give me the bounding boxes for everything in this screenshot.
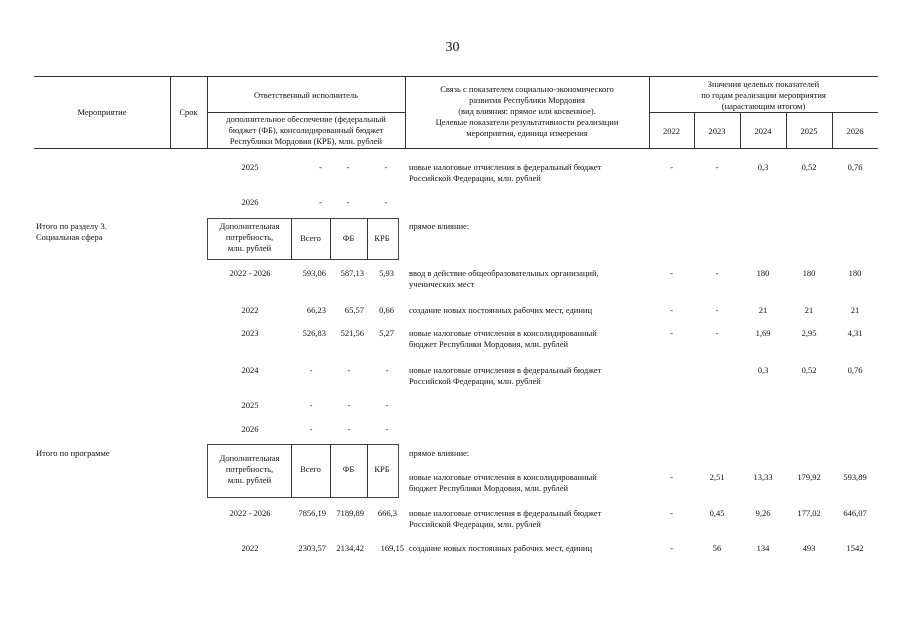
subheader-total: Всего	[300, 464, 321, 474]
header-link-line: (вид влияния: прямое или косвенное).	[458, 106, 596, 116]
row-indicator-line: создание новых постоянных рабочих мест, единиц	[409, 305, 593, 315]
row-fb: 587,13	[340, 268, 364, 278]
subheader-need-line: млн. рублей	[227, 475, 272, 485]
row-target: -	[670, 268, 673, 278]
row-fb: -	[347, 400, 351, 410]
row-total: -	[309, 400, 313, 410]
row-target: 2,95	[801, 328, 817, 338]
row-fb: 65,57	[344, 305, 364, 315]
row-krb: -	[385, 424, 389, 434]
header-link-line: развития Республики Мордовия	[469, 95, 585, 105]
header-targets-line: по годам реализации мероприятия	[701, 90, 826, 100]
row-krb: 0,66	[379, 305, 394, 315]
row-target: -	[715, 268, 719, 278]
row-indicator-line: бюджет Республики Мордовия, млн. рублей	[409, 339, 569, 349]
header-year: 2026	[846, 126, 864, 136]
header-year: 2025	[800, 126, 818, 136]
section3-label	[36, 221, 107, 243]
subheader-fb: ФБ	[342, 464, 355, 474]
row-target: 21	[850, 305, 860, 315]
row-target: 0,52	[801, 365, 817, 375]
header-link	[405, 84, 649, 139]
row-indicator	[409, 305, 592, 316]
row-fb: -	[346, 197, 350, 207]
row-target: 9,26	[755, 508, 771, 518]
row-krb: -	[384, 162, 388, 172]
row-target: 13,33	[753, 472, 773, 482]
subheader-need-line: Дополнительная	[219, 221, 280, 231]
row-fb: -	[347, 365, 351, 375]
header-mid-rule-targets	[649, 112, 878, 113]
row-year: 2022 - 2026	[229, 508, 271, 518]
row-total: 66,23	[306, 305, 326, 315]
row-target: 134	[756, 543, 770, 553]
header-year: 2022	[663, 126, 680, 136]
row-indicator-line: Российской Федерации, млн. рублей	[409, 376, 541, 386]
row-fb: -	[347, 424, 351, 434]
row-target: -	[715, 162, 719, 172]
row-target: 4,31	[847, 328, 863, 338]
row-krb: -	[385, 400, 389, 410]
row-target: 646,07	[843, 508, 867, 518]
header-link-line: мероприятия, единица измерения	[466, 128, 588, 138]
row-target: -	[670, 305, 673, 315]
row-total: -	[309, 424, 313, 434]
header-funding-line: дополнительное обеспечение (федеральный	[226, 114, 386, 124]
row-indicator-line: создание новых постоянных рабочих мест, единиц	[409, 543, 593, 553]
row-krb: 5,27	[379, 328, 394, 338]
program-influence: прямое влияние:	[409, 448, 470, 458]
row-target: 177,02	[797, 508, 821, 518]
row-target: 21	[758, 305, 768, 315]
row-year: 2023	[241, 328, 259, 338]
row-target: -	[670, 328, 673, 338]
subheader-need	[208, 453, 291, 486]
row-target: 0,76	[847, 365, 863, 375]
subheader-krb: КРБ	[374, 233, 390, 243]
row-target: 0,76	[847, 162, 863, 172]
row-target: -	[715, 305, 719, 315]
row-target: 179,92	[797, 472, 821, 482]
header-executor: Ответственный исполнитель	[253, 90, 359, 100]
row-fb: 7189,89	[336, 508, 364, 518]
row-indicator	[409, 508, 601, 530]
row-indicator-line: Российской Федерации, млн. рублей	[409, 519, 541, 529]
row-indicator-line: новые налоговые отчисления в консолидированный	[409, 472, 597, 482]
row-target: -	[670, 472, 673, 482]
subheader-fb: ФБ	[342, 233, 355, 243]
row-year: 2022 - 2026	[229, 268, 271, 278]
row-krb: 5,93	[379, 268, 394, 278]
program-label: Итого по программе	[36, 448, 110, 458]
header-funding	[207, 114, 405, 147]
subheader-need-line: млн. рублей	[227, 243, 272, 253]
row-fb: 2134,42	[336, 543, 364, 553]
row-indicator	[409, 543, 592, 554]
page-number: 30	[445, 40, 460, 55]
row-krb: 666,3	[377, 508, 397, 518]
row-year: 2025	[241, 162, 259, 172]
row-indicator-line: ввод в действие общеобразовательных организаций,	[409, 268, 599, 278]
row-fb: 521,56	[340, 328, 364, 338]
header-year: 2023	[708, 126, 726, 136]
subheader-need-line: потребность,	[225, 232, 274, 242]
header-term: Срок	[179, 107, 198, 117]
header-link-line: Связь с показателем социально-экономического	[440, 84, 614, 94]
row-year: 2024	[241, 365, 259, 375]
row-target: 0,3	[757, 365, 769, 375]
subheader-total: Всего	[300, 233, 321, 243]
row-total: 7856,19	[298, 508, 326, 518]
row-indicator-line: новые налоговые отчисления в федеральный бюджет	[409, 365, 602, 375]
row-target: 1,69	[755, 328, 771, 338]
header-targets-line: (нарастающим итогом)	[721, 101, 806, 111]
row-target: 0,52	[801, 162, 817, 172]
header-targets-line: Значения целевых показателей	[707, 79, 820, 89]
row-target: -	[670, 162, 673, 172]
row-total: -	[309, 365, 313, 375]
row-total: -	[319, 197, 322, 207]
header-year: 2024	[754, 126, 772, 136]
row-indicator	[409, 472, 597, 494]
row-target: 493	[802, 543, 816, 553]
row-target: 180	[802, 268, 816, 278]
row-year: 2026	[241, 424, 259, 434]
row-indicator-line: новые налоговые отчисления в консолидированный	[409, 328, 597, 338]
row-indicator	[409, 268, 599, 290]
row-target: 593,89	[843, 472, 867, 482]
subheader-need	[208, 221, 291, 254]
row-target: 21	[804, 305, 814, 315]
row-target: 180	[848, 268, 862, 278]
section3-label-line: Итого по разделу 3.	[36, 221, 107, 231]
row-indicator	[409, 328, 597, 350]
row-total: 2303,57	[298, 543, 326, 553]
row-total: -	[319, 162, 322, 172]
row-krb: -	[385, 365, 389, 375]
row-indicator-line: новые налоговые отчисления в федеральный бюджет	[409, 162, 602, 172]
row-target: 2,51	[709, 472, 725, 482]
row-year: 2026	[241, 197, 259, 207]
row-target: 56	[712, 543, 722, 553]
row-year: 2025	[241, 400, 259, 410]
row-krb: 169,15	[380, 543, 404, 553]
row-indicator-line: Российской Федерации, млн. рублей	[409, 173, 541, 183]
row-indicator-line: бюджет Республики Мордовия, млн. рублей	[409, 483, 569, 493]
row-krb: -	[384, 197, 388, 207]
row-indicator	[409, 162, 601, 184]
header-top-rule	[34, 76, 878, 77]
header-funding-line: бюджет (ФБ), консолидированный бюджет	[228, 125, 384, 135]
row-fb: -	[346, 162, 350, 172]
row-indicator	[409, 365, 601, 387]
row-target: 0,45	[709, 508, 725, 518]
row-target: 0,3	[757, 162, 769, 172]
row-year: 2022	[241, 305, 259, 315]
row-target: 180	[756, 268, 770, 278]
row-indicator-line: ученических мест	[409, 279, 475, 289]
header-mid-rule-exec	[207, 112, 405, 113]
header-targets	[649, 79, 878, 112]
row-target: -	[715, 328, 719, 338]
row-year: 2022	[241, 543, 259, 553]
header-link-line: Целевые показатели результативности реализации	[435, 117, 619, 127]
row-target: -	[670, 508, 673, 518]
header-bottom-rule	[34, 148, 878, 149]
subheader-need-line: Дополнительная	[219, 453, 280, 463]
header-funding-line: Республики Мордовия (КРБ), млн. рублей	[229, 136, 383, 146]
row-target: 1542	[846, 543, 864, 553]
row-indicator-line: новые налоговые отчисления в федеральный бюджет	[409, 508, 602, 518]
section3-label-line: Социальная сфера	[36, 232, 103, 242]
subheader-krb: КРБ	[374, 464, 390, 474]
row-target: -	[670, 543, 673, 553]
row-total: 593,06	[302, 268, 326, 278]
row-total: 526,83	[302, 328, 326, 338]
subheader-need-line: потребность,	[225, 464, 274, 474]
section3-influence: прямое влияние:	[409, 221, 470, 231]
header-measure: Мероприятие	[77, 107, 127, 117]
